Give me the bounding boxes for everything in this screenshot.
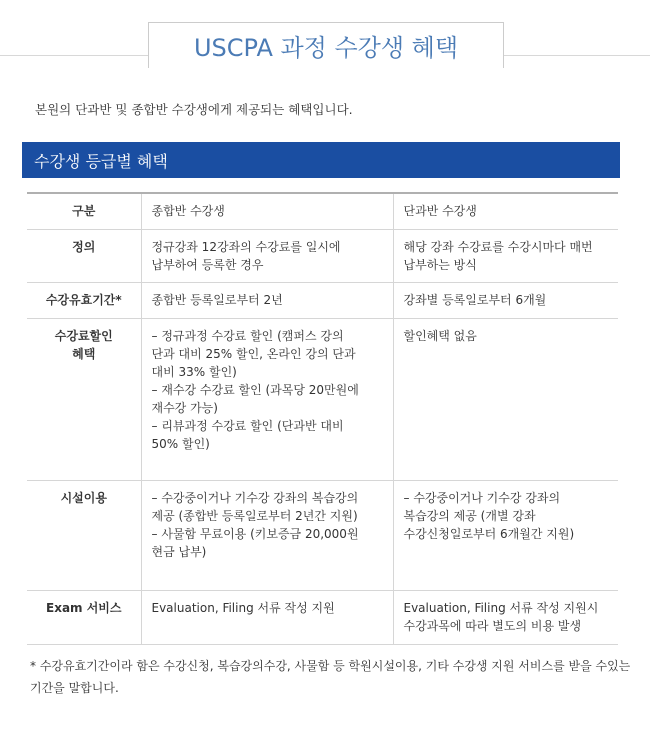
row-single: – 수강중이거나 기수강 강좌의 복습강의 제공 (개별 강좌 수강신청일로부터 6개월간 지원) [393, 480, 618, 590]
row-single: 강좌별 등록일로부터 6개월 [393, 282, 618, 318]
row-comprehensive: 종합반 등록일로부터 2년 [141, 282, 393, 318]
row-comprehensive: – 정규과정 수강료 할인 (캠퍼스 강의 단과 대비 25% 할인, 온라인 강의 단과 대비 33% 할인) – 재수강 수강료 할인 (과목당 20만원에 재수강 가능) – 리뷰과정 수강료 할인 (단과반 대비 50% 할인) [141, 318, 393, 480]
table-row [27, 282, 618, 318]
row-comprehensive: Evaluation, Filing 서류 작성 지원 [141, 590, 393, 644]
page-title-box [148, 22, 504, 68]
row-label: 정의 [72, 239, 96, 254]
header-single: 단과반 수강생 [393, 193, 618, 229]
table-row [27, 229, 618, 282]
table-row [27, 480, 618, 590]
row-label: 수강료할인 혜택 [54, 328, 113, 361]
section-header-bar [22, 142, 620, 178]
row-comprehensive: 정규강좌 12강좌의 수강료를 일시에 납부하여 등록한 경우 [141, 229, 393, 282]
section-title: 수강생 등급별 혜택 [34, 151, 168, 171]
row-single: Evaluation, Filing 서류 작성 지원시 수강과목에 따라 별도의 비용 발생 [393, 590, 618, 644]
table-header-row [27, 193, 618, 229]
header-category: 구분 [72, 204, 96, 218]
benefits-table [27, 192, 618, 645]
header-comprehensive: 종합반 수강생 [141, 193, 393, 229]
table-row [27, 318, 618, 480]
footnote: * 수강유효기간이라 함은 수강신청, 복습강의수강, 사물함 등 학원시설이용, 기타 수강생 지원 서비스를 받을 수있는 기간을 말합니다. [30, 659, 631, 695]
page-title: USCPA 과정 수강생 혜택 [193, 34, 459, 62]
intro-text: 본원의 단과반 및 종합반 수강생에게 제공되는 혜택입니다. [35, 102, 353, 117]
table-row [27, 590, 618, 644]
row-label: 시설이용 [60, 490, 107, 505]
row-single: 할인혜택 없음 [393, 318, 618, 480]
row-label: 수강유효기간* [45, 292, 122, 307]
row-label: Exam 서비스 [46, 600, 122, 615]
row-comprehensive: – 수강중이거나 기수강 강좌의 복습강의 제공 (종합반 등록일로부터 2년간 지원) – 사물함 무료이용 (키보증금 20,000원 현금 납부) [141, 480, 393, 590]
row-single: 해당 강좌 수강료를 수강시마다 매번 납부하는 방식 [393, 229, 618, 282]
